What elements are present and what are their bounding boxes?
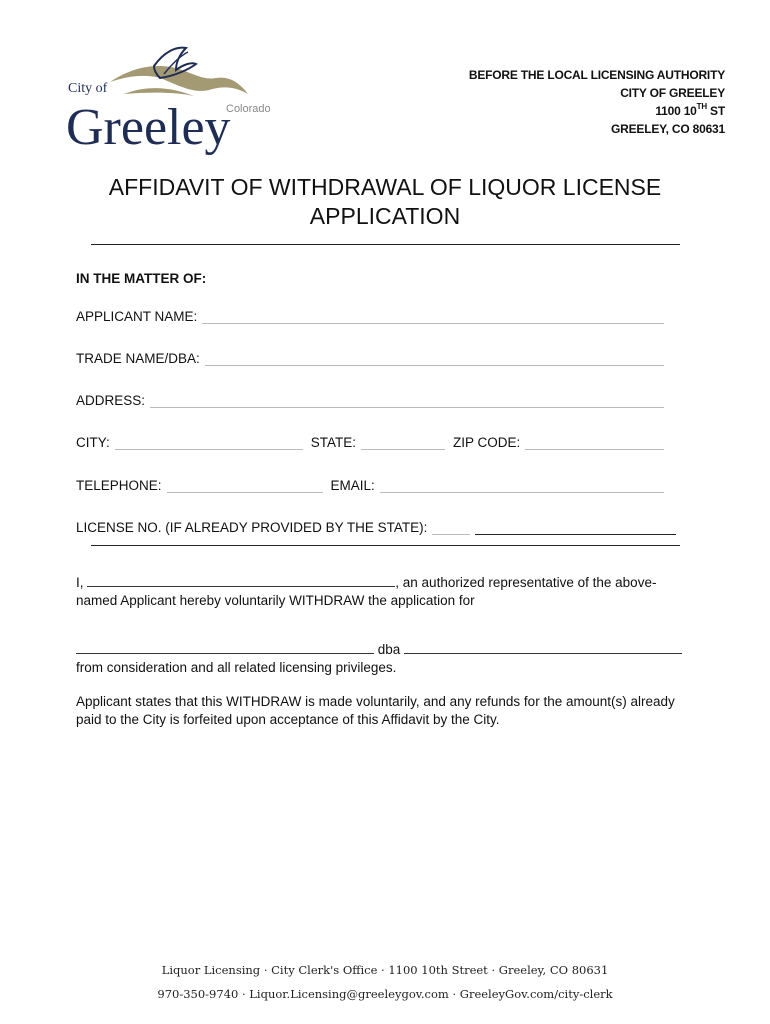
email-field[interactable] — [380, 478, 664, 493]
telephone-email-row — [76, 473, 664, 493]
state-field[interactable] — [361, 435, 445, 450]
authority-line-4: GREELEY, CO 80631 — [611, 122, 725, 136]
applicant-name-row — [76, 304, 664, 324]
license-no-prefix-field — [432, 520, 470, 535]
authority-line-3: 1100 10TH ST — [655, 102, 725, 118]
city-label: CITY: — [76, 435, 110, 450]
title-line-1: AFFIDAVIT OF WITHDRAWAL OF LIQUOR LICENSE — [108, 174, 662, 200]
application-name-field[interactable] — [76, 640, 374, 654]
license-no-field[interactable] — [475, 520, 676, 535]
telephone-label: TELEPHONE: — [76, 478, 162, 493]
logo-swoosh-lower — [124, 88, 194, 96]
authority-header — [469, 66, 725, 138]
trade-name-label: TRADE NAME/DBA: — [76, 351, 200, 366]
city-of-greeley-logo — [64, 44, 280, 166]
zip-field[interactable] — [525, 435, 664, 450]
telephone-field[interactable] — [167, 478, 323, 493]
document-title — [80, 173, 690, 231]
logo-greeley: Greeley — [66, 99, 231, 156]
applicant-name-field[interactable] — [202, 309, 664, 324]
affidavit-representative: I, , an authorized representative of the above- named Applicant hereby voluntarily WITHDRAW the application for — [76, 575, 657, 608]
email-label: EMAIL: — [330, 478, 375, 493]
trade-name-row — [76, 346, 664, 366]
logo-city-of: City of — [68, 81, 108, 96]
representative-name-field[interactable] — [87, 573, 395, 587]
footer-line-2: 970-350-9740 · Liquor.Licensing@greeleygov.com · GreeleyGov.com/city-clerk — [157, 987, 613, 1001]
city-state-zip-row — [76, 430, 664, 450]
address-field[interactable] — [150, 393, 664, 408]
footer-line-1: Liquor Licensing · City Clerk's Office · 1100 10th Street · Greeley, CO 80631 — [161, 963, 609, 977]
trade-name-field[interactable] — [205, 351, 664, 366]
applicant-name-label: APPLICANT NAME: — [76, 309, 198, 324]
affidavit-application: dba from consideration and all related licensing privileges. — [76, 640, 696, 677]
affidavit-statement: Applicant states that this WITHDRAW is made voluntarily, and any refunds for the amount(s) already paid to the City is forfeited upon acceptance of this Affidavit by the City. — [76, 694, 675, 727]
logo-colorado: Colorado — [226, 103, 271, 115]
fields-divider — [91, 545, 680, 546]
title-divider — [91, 244, 680, 245]
zip-label: ZIP CODE: — [453, 435, 521, 450]
license-no-label: LICENSE NO. (IF ALREADY PROVIDED BY THE STATE): — [76, 520, 428, 535]
city-field[interactable] — [115, 435, 303, 450]
authority-line-2: CITY OF GREELEY — [620, 86, 725, 100]
state-label: STATE: — [310, 435, 357, 450]
license-no-row — [76, 515, 676, 535]
address-row — [76, 388, 664, 408]
address-label: ADDRESS: — [76, 393, 146, 408]
matter-label: IN THE MATTER OF: — [76, 271, 207, 286]
authority-line-1: BEFORE THE LOCAL LICENSING AUTHORITY — [468, 68, 725, 82]
title-line-2: APPLICATION — [309, 203, 461, 229]
application-dba-field[interactable] — [404, 640, 682, 654]
logo-swoosh — [110, 66, 248, 94]
